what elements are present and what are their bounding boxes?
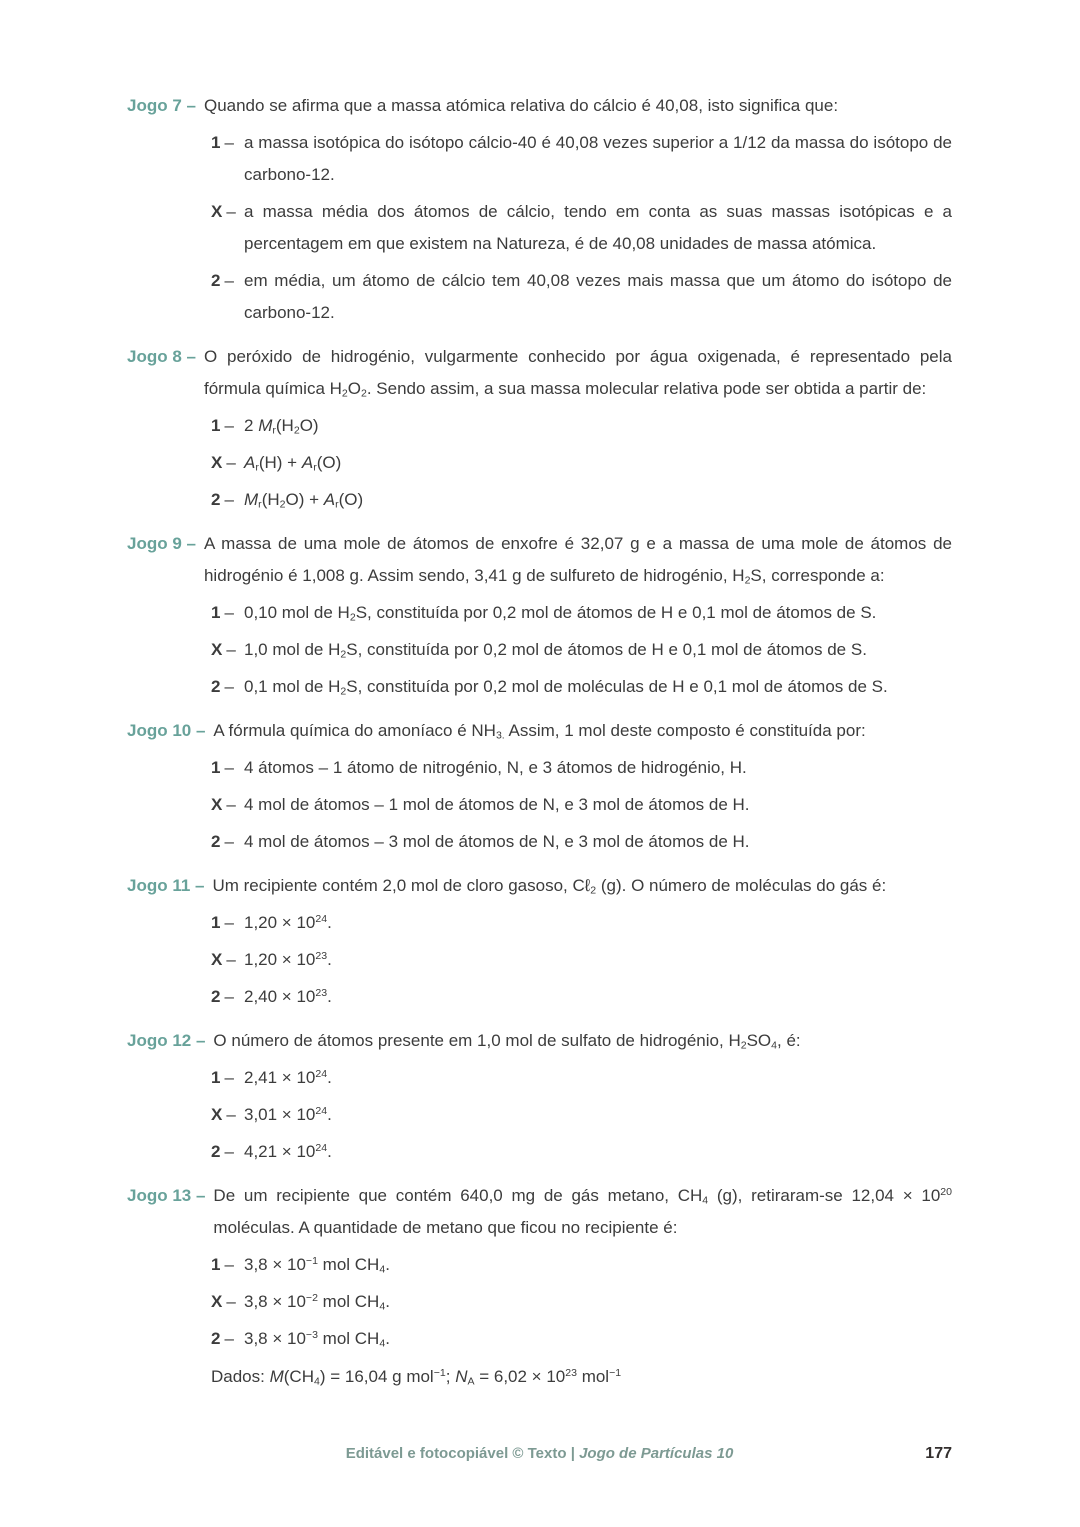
option-row: [211, 944, 952, 976]
option-row: [211, 671, 952, 703]
option-text: $A_r(H) + A_r(O)$: [244, 453, 342, 474]
option-prefix: [211, 671, 238, 703]
option-prefix: [211, 447, 238, 479]
option-row: [211, 1286, 952, 1318]
option-row: [211, 752, 952, 784]
question-label: Jogo 7 –: [127, 96, 196, 115]
option-letter: 2: [211, 490, 221, 509]
option-letter: X: [211, 795, 223, 814]
option-dash: –: [226, 202, 236, 221]
question-text: O peróxido de hidrogénio, vulgarmente conhecido por água oxigenada, é representado pela fórmula química $H_2O_2$. Sendo assim, a sua massa molecular relativa pode ser obtida a partir de:: [203, 347, 952, 400]
option-letter: 1: [211, 416, 221, 435]
question-jogo-13: [127, 1180, 952, 1393]
option-row: [211, 789, 952, 821]
option-prefix: [211, 1286, 238, 1318]
option-text: 4 mol de átomos – 3 mol de átomos de N, e 3 mol de átomos de H.: [244, 832, 750, 851]
option-letter: X: [211, 202, 223, 221]
question-header: [127, 1180, 952, 1244]
option-row: [211, 484, 952, 516]
option-row: [211, 265, 952, 329]
option-row: [211, 1136, 952, 1168]
option-letter: 2: [211, 1329, 221, 1348]
option-row: [211, 447, 952, 479]
question-jogo-9: [127, 528, 952, 703]
option-row: [211, 196, 952, 260]
question-header: [127, 1025, 952, 1057]
question-label: Jogo 12 –: [127, 1031, 206, 1050]
question-label: Jogo 8 –: [127, 347, 196, 366]
option-text: 4 mol de átomos – 1 mol de átomos de N, e 3 mol de átomos de H.: [244, 795, 750, 814]
option-letter: 1: [211, 1068, 221, 1087]
option-prefix: [211, 944, 238, 976]
option-row: [211, 597, 952, 629]
option-row: [211, 1099, 952, 1131]
option-dash: –: [224, 1329, 234, 1348]
option-prefix: [211, 410, 238, 442]
question-label: Jogo 10 –: [127, 721, 206, 740]
option-prefix: [211, 789, 238, 821]
option-dash: –: [226, 453, 236, 472]
option-letter: 2: [211, 832, 221, 851]
option-prefix: [211, 752, 238, 784]
question-header: [127, 870, 952, 902]
option-text: $2,41 \times 10^{24}$.: [244, 1068, 332, 1087]
option-text: $3,8 \times 10^{-1}$ mol $CH_4$.: [244, 1255, 390, 1276]
option-text: 1,0 mol de $H_2S$, constituída por 0,2 mol de átomos de H e 0,1 mol de átomos de S.: [244, 640, 867, 661]
option-dash: –: [224, 987, 234, 1006]
option-text: 0,10 mol de $H_2S$, constituída por 0,2 mol de átomos de H e 0,1 mol de átomos de S.: [244, 603, 877, 624]
dados-line: Dados: $M(CH_4) = 16,04$ g mol$^{-1}$; $N_A = 6,02 \times 10^{23}$ mol$^{-1}$: [211, 1367, 622, 1388]
option-prefix: [211, 1136, 238, 1168]
options-list: [211, 1249, 952, 1355]
options-list: [211, 597, 952, 703]
option-text: $2,40 \times 10^{23}$.: [244, 987, 332, 1006]
option-prefix: [211, 907, 238, 939]
option-prefix: [211, 1062, 238, 1094]
option-letter: X: [211, 1105, 223, 1124]
option-letter: 1: [211, 758, 221, 777]
option-letter: 2: [211, 677, 221, 696]
option-prefix: [211, 196, 238, 228]
question-text: De um recipiente que contém 640,0 mg de gás metano, $CH_4$ (g), retiraram-se $12,04 \times 10^{20}$ moléculas. A quantidade de metano que ficou no recipiente é:: [213, 1186, 952, 1237]
option-letter: X: [211, 453, 223, 472]
option-row: [211, 826, 952, 858]
option-prefix: [211, 597, 238, 629]
option-text: $3,8 \times 10^{-2}$ mol $CH_4$.: [244, 1292, 390, 1313]
option-prefix: [211, 1249, 238, 1281]
option-dash: –: [226, 950, 236, 969]
option-letter: X: [211, 950, 223, 969]
option-dash: –: [226, 1105, 236, 1124]
option-dash: –: [224, 758, 234, 777]
option-text: a massa isotópica do isótopo cálcio-40 é 40,08 vezes superior a 1/12 da massa do isótopo de carbono-12.: [244, 133, 952, 184]
question-text: O número de átomos presente em 1,0 mol de sulfato de hidrogénio, $H_2SO_4$, é:: [213, 1031, 801, 1052]
option-prefix: [211, 634, 238, 666]
question-label: Jogo 11 –: [127, 876, 205, 895]
option-letter: 2: [211, 271, 221, 290]
option-letter: 2: [211, 1142, 221, 1161]
option-dash: –: [226, 640, 236, 659]
option-text: $3,01 \times 10^{24}$.: [244, 1105, 332, 1124]
options-list: [211, 410, 952, 516]
option-text: a massa média dos átomos de cálcio, tendo em conta as suas massas isotópicas e a percentagem em que existem na Natureza, é de 40,08 unidades de massa atómica.: [244, 202, 952, 253]
option-prefix: [211, 981, 238, 1013]
option-text: 4 átomos – 1 átomo de nitrogénio, N, e 3 átomos de hidrogénio, H.: [244, 758, 747, 777]
option-letter: X: [211, 1292, 223, 1311]
question-text: Quando se afirma que a massa atómica relativa do cálcio é 40,08, isto significa que:: [203, 96, 839, 115]
option-text: $3,8 \times 10^{-3}$ mol $CH_4$.: [244, 1329, 390, 1350]
options-list: [211, 1062, 952, 1168]
option-row: [211, 1323, 952, 1355]
option-dash: –: [224, 271, 234, 290]
page-number: 177: [925, 1445, 952, 1462]
option-dash: –: [226, 1292, 236, 1311]
question-text: A massa de uma mole de átomos de enxofre é 32,07 g e a massa de uma mole de átomos de hidrogénio é 1,008 g. Assim sendo, 3,41 g de sulfureto de hidrogénio, $H_2S$, corresponde a:: [203, 534, 952, 587]
question-jogo-12: [127, 1025, 952, 1168]
option-text: $1,20 \times 10^{23}$.: [244, 950, 332, 969]
option-row: [211, 127, 952, 191]
question-text: Um recipiente contém 2,0 mol de cloro gasoso, Cℓ$_2$ (g). O número de moléculas do gás é:: [212, 876, 887, 897]
option-letter: 1: [211, 913, 221, 932]
option-prefix: [211, 1099, 238, 1131]
options-list: [211, 907, 952, 1013]
question-header: [127, 528, 952, 592]
option-dash: –: [224, 133, 234, 152]
option-prefix: [211, 1323, 238, 1355]
question-header: [127, 90, 952, 122]
option-text: $1,20 \times 10^{24}$.: [244, 913, 332, 932]
option-dash: –: [224, 490, 234, 509]
option-prefix: [211, 127, 238, 159]
option-dash: –: [224, 913, 234, 932]
option-row: [211, 410, 952, 442]
option-letter: 2: [211, 987, 221, 1006]
question-jogo-7: [127, 90, 952, 329]
option-dash: –: [224, 832, 234, 851]
question-jogo-10: [127, 715, 952, 858]
option-prefix: [211, 484, 238, 516]
option-letter: 1: [211, 603, 221, 622]
question-text: A fórmula química do amoníaco é $NH_{3.}$ Assim, 1 mol deste composto é constituída por:: [213, 721, 866, 742]
option-row: [211, 1249, 952, 1281]
option-text: 0,1 mol de $H_2S$, constituída por 0,2 mol de moléculas de H e 0,1 mol de átomos de S.: [244, 677, 888, 698]
question-header: [127, 341, 952, 405]
option-dash: –: [226, 795, 236, 814]
option-dash: –: [224, 603, 234, 622]
option-letter: X: [211, 640, 223, 659]
option-text: $M_r(H_2O) + A_r(O)$: [244, 490, 364, 511]
option-letter: 1: [211, 1255, 221, 1274]
page-footer: [127, 1438, 952, 1470]
options-list: [211, 127, 952, 329]
option-letter: 1: [211, 133, 221, 152]
option-text: 2 $M_r(H_2O)$: [244, 416, 319, 437]
option-row: [211, 634, 952, 666]
option-dash: –: [224, 1068, 234, 1087]
option-prefix: [211, 826, 238, 858]
option-dash: –: [224, 677, 234, 696]
question-label: Jogo 13 –: [127, 1186, 206, 1205]
options-list: [211, 752, 952, 858]
question-jogo-11: [127, 870, 952, 1013]
question-header: [127, 715, 952, 747]
option-text: $4,21 \times 10^{24}$.: [244, 1142, 332, 1161]
option-dash: –: [224, 416, 234, 435]
question-jogo-8: [127, 341, 952, 516]
option-row: [211, 981, 952, 1013]
option-row: [211, 1062, 952, 1094]
option-dash: –: [224, 1142, 234, 1161]
option-row: [211, 907, 952, 939]
option-text: em média, um átomo de cálcio tem 40,08 vezes mais massa que um átomo do isótopo de carbono-12.: [244, 271, 952, 322]
option-prefix: [211, 265, 238, 297]
option-dash: –: [224, 1255, 234, 1274]
question-label: Jogo 9 –: [127, 534, 196, 553]
footer-credit: Editável e fotocopiável © Texto | Jogo de Partículas 10: [345, 1445, 734, 1462]
